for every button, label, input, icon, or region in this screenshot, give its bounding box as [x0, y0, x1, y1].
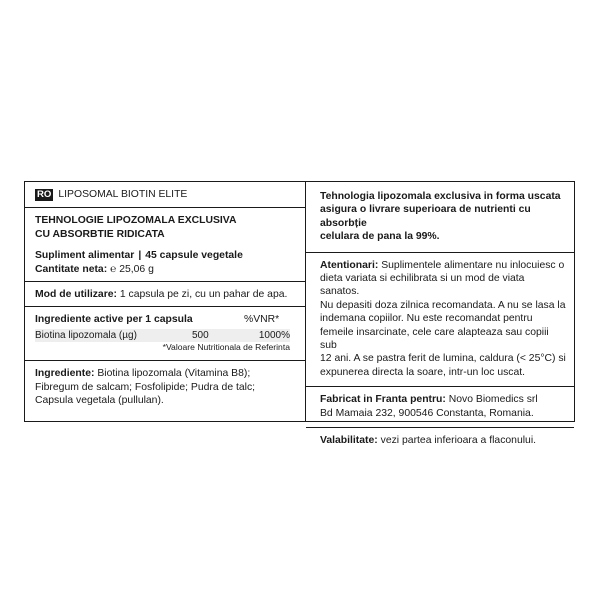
table-row: [35, 329, 290, 342]
warnings-line: 12 ani. A se pastra ferit de lumina, caldura (< 25°C) si: [320, 353, 566, 365]
product-name: LIPOSOMAL BIOTIN ELITE: [58, 189, 188, 200]
divider: [25, 360, 305, 361]
ingredients-label: Ingrediente:: [35, 368, 95, 380]
usage-label: Mod de utilizare:: [35, 289, 117, 301]
label-right-column: [305, 182, 574, 447]
ingredients-line: [35, 367, 305, 380]
divider: [306, 386, 574, 387]
manufacturer-label: Fabricat in Franta pentru:: [320, 394, 446, 406]
warnings-text: Suplimentele alimentare nu inlocuiesc o: [381, 259, 565, 271]
manufacturer-line: [320, 393, 566, 406]
estimated-sign: ℮: [110, 263, 117, 275]
actives-table-header: [35, 313, 290, 326]
divider: [25, 281, 305, 282]
vnr-header: %VNR*: [244, 314, 280, 326]
capsule-count: 45 capsule vegetale: [145, 250, 243, 262]
net-quantity-label: Cantitate neta:: [35, 263, 108, 275]
tagline-line: CU ABSORBTIE RIDICATA: [35, 228, 165, 240]
supplement-type: Supliment alimentar: [35, 250, 135, 262]
label-left-column: [25, 182, 305, 421]
active-amount: 500: [192, 329, 209, 341]
ingredients-line: Fibregum de salcam; Fosfolipide; Pudra de talc;: [35, 381, 256, 393]
warnings-line: Nu depasiti doza zilnica recomandata. A nu se lasa la: [320, 299, 566, 311]
ingredients-text: Biotina lipozomala (Vitamina B8);: [97, 368, 251, 380]
validity-label: Valabilitate:: [320, 435, 378, 447]
warnings-line: [320, 259, 566, 272]
divider: [306, 252, 574, 253]
warnings: [320, 259, 566, 380]
active-name: Biotina lipozomala (µg): [35, 329, 137, 341]
usage-text: 1 capsula pe zi, cu un pahar de apa.: [119, 289, 288, 301]
technology-line: Tehnologia lipozomala exclusiva in forma uscata: [320, 191, 561, 202]
separator: |: [138, 250, 142, 262]
actives-header: Ingrediente active per 1 capsula: [35, 314, 193, 326]
warnings-line: expunerea directa la soare, intr-un loc uscat.: [320, 366, 526, 378]
net-quantity-line: [35, 263, 305, 276]
net-quantity-value: 25,06 g: [119, 263, 154, 275]
label-header: [35, 188, 305, 201]
technology-line: celulara de pana la 99%.: [320, 231, 440, 243]
usage-line: [35, 288, 305, 301]
supplement-type-line: [35, 249, 305, 262]
divider: [306, 427, 574, 428]
supplement-info: [35, 249, 305, 276]
warnings-line: femeile insarcinate, cele care alapteaza sau copiii sub: [320, 326, 549, 352]
language-badge: RO: [37, 188, 52, 200]
ingredients-line: Capsula vegetala (pullulan).: [35, 395, 164, 407]
tagline: [35, 214, 305, 241]
validity-line: [320, 434, 566, 447]
tagline-line: TEHNOLOGIE LIPOZOMALA EXCLUSIVA: [35, 215, 237, 227]
validity-text: vezi partea inferioara a flaconului.: [380, 435, 537, 447]
actives-table: [35, 313, 290, 353]
ingredients: [35, 367, 305, 407]
divider: [25, 207, 305, 208]
divider: [25, 306, 305, 307]
technology-text: [320, 190, 566, 244]
warnings-line: indemana copiilor. Nu este recomandat pentru: [320, 313, 533, 325]
technology-line: asigura o livrare superioara de nutrienti cu absorbție: [320, 204, 531, 229]
active-vnr: 1000%: [258, 329, 290, 341]
manufacturer-name: Novo Biomedics srl: [448, 394, 538, 406]
manufacturer: [320, 393, 566, 420]
product-label: [24, 181, 575, 447]
vnr-footnote: *Valoare Nutritionala de Referinta: [162, 342, 290, 353]
manufacturer-address: Bd Mamaia 232, 900546 Constanta, Romania.: [320, 407, 534, 419]
warnings-line: dieta variata si echilibrata si un mod de viata sanatos.: [320, 273, 525, 298]
warnings-label: Atentionari:: [320, 259, 379, 271]
